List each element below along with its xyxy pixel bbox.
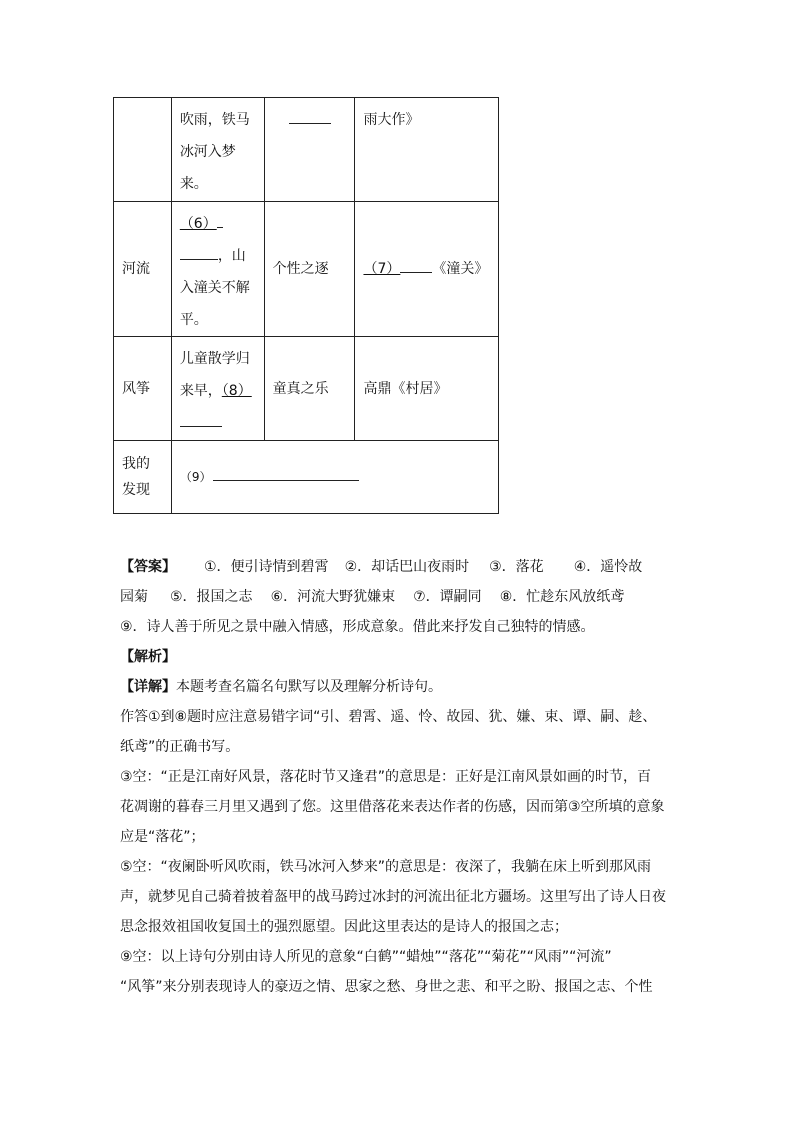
analysis-line: 应是“落花”； (120, 829, 205, 845)
cell-text: ，山 (217, 248, 246, 264)
answer-item: 园菊 (120, 589, 148, 605)
table-cell (114, 337, 172, 441)
cell-text: 吹雨，铁马 (179, 112, 250, 128)
cell-text: 入潼关不解 (179, 280, 250, 296)
answer-line: ⑨．诗人善于所见之景中融入情感，形成意象。借此来抒发自己独特的情感。 (120, 619, 595, 635)
table-cell (171, 337, 264, 441)
answer-item: ④．遥怜故 (573, 559, 643, 575)
table-cell (114, 98, 172, 202)
table-row (114, 441, 499, 514)
analysis-line: 声，就梦见自己骑着披着盔甲的战马跨过冰封的河流出征北方疆场。这里写出了诗人日夜 (120, 889, 666, 905)
table-cell (355, 98, 499, 202)
row-label: 河流 (122, 261, 150, 277)
table-cell (264, 98, 355, 202)
question-number: （6） (179, 216, 217, 232)
table-cell (355, 337, 499, 441)
analysis-line: 花凋谢的暮春三月里又遇到了您。这里借落花来表达作者的伤感，因而第③空所填的意象 (120, 799, 665, 815)
row-label: 我的 (122, 456, 150, 472)
row-label: 发现 (122, 482, 150, 498)
answer-line (120, 582, 680, 612)
answer-item: ⑦．谭嗣同 (413, 589, 482, 605)
cell-text: 雨大作》 (363, 112, 420, 128)
table-row (114, 337, 499, 441)
answer-item: ⑥．河流大野犹嫌束 (270, 589, 396, 605)
table-cell (264, 337, 355, 441)
answer-blank (213, 462, 359, 481)
detail-text: 本题考查名篇名句默写以及理解分析诗句。 (176, 679, 442, 695)
answer-blank (289, 105, 331, 124)
cell-text: 来早， (179, 383, 222, 399)
analysis-line: 作答①到⑧题时应注意易错字词“引、碧霄、遥、怜、故园、犹、嫌、束、谭、嗣、趁、 (120, 709, 657, 725)
table-cell (355, 202, 499, 337)
table-row (114, 202, 499, 337)
cell-text: 平。 (179, 312, 208, 328)
cell-text: 冰河入梦来。 (179, 144, 236, 192)
table-cell (264, 202, 355, 337)
table-row (114, 98, 499, 202)
cell-text: 高鼎《村居》 (363, 380, 448, 397)
analysis-line: 思念报效祖国收复国土的强烈愿望。因此这里表达的是诗人的报国之志； (120, 919, 568, 935)
answer-item: ①．便引诗情到碧霄 (204, 559, 329, 575)
question-number: （7） (363, 261, 401, 277)
analysis-label: 【解析】 (120, 649, 176, 665)
analysis-line: ⑨空：以上诗句分别由诗人所见的意象“白鹤”“蜡烛”“落花”“菊花”“风雨”“河流” (120, 949, 612, 965)
answer-blank (400, 254, 432, 273)
cell-text: 儿童散学归 (179, 351, 250, 367)
answer-line (120, 552, 680, 582)
poem-table (113, 97, 499, 514)
answer-blank (180, 408, 222, 427)
analysis-line: ③空：“正是江南好风景，落花时节又逢君”的意思是：正好是江南风景如画的时节，百 (120, 769, 652, 785)
row-label: 风筝 (122, 380, 150, 397)
answer-item: ⑧．忙趁东风放纸鸢 (499, 589, 625, 605)
cell-text: 《潼关》 (432, 261, 489, 277)
analysis-line: ⑤空：“夜阑卧听风吹雨，铁马冰河入梦来”的意思是：夜深了，我躺在床上听到那风雨 (120, 859, 652, 875)
table-cell (171, 202, 264, 337)
answer-item: ③．落花 (489, 559, 544, 575)
detail-label: 【详解】 (120, 679, 176, 695)
cell-text: 个性之逐 (272, 261, 329, 277)
table-cell (114, 202, 172, 337)
cell-text: 童真之乐 (272, 380, 329, 397)
analysis-line (120, 672, 680, 702)
answer-item: ⑤．报国之志 (170, 589, 253, 605)
table-cell (114, 441, 172, 514)
question-number: （9） (179, 470, 212, 484)
answer-blank (217, 209, 223, 228)
answer-section (120, 552, 680, 1002)
answer-label: 【答案】 (120, 559, 176, 575)
answer-item: ②．却话巴山夜雨时 (344, 559, 470, 575)
answer-blank (180, 241, 218, 260)
analysis-line: “风筝”来分别表现诗人的豪迈之情、思家之愁、身世之悲、和平之盼、报国之志、个性 (120, 979, 653, 995)
analysis-line: 纸鸢”的正确书写。 (120, 739, 240, 755)
table-cell (171, 98, 264, 202)
question-number: （8） (221, 383, 252, 399)
table-cell (171, 441, 498, 514)
